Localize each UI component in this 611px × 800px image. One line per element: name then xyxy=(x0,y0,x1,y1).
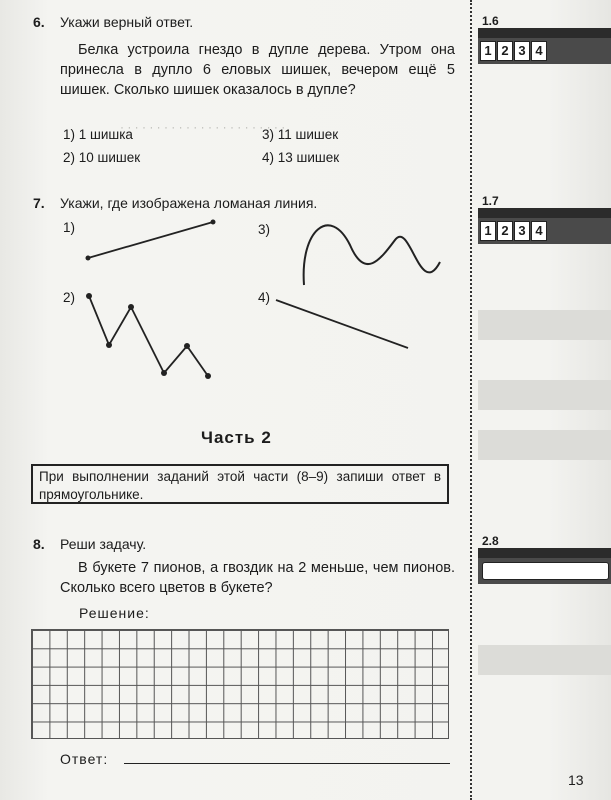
figure-2-polyline xyxy=(86,293,211,379)
task7-label-4: 4) xyxy=(258,290,271,305)
figure-3-curve xyxy=(304,225,440,285)
task7-label-1: 1) xyxy=(63,220,76,235)
task6-number: 6. xyxy=(33,14,45,30)
cut-line xyxy=(470,0,472,800)
solution-label: Решение: xyxy=(79,605,150,621)
task6-option-3: 3) 11 шишек xyxy=(262,127,339,142)
part2-notice: При выполнении заданий этой части (8–9) запиши ответ в прямоугольнике. xyxy=(31,464,449,504)
page-number: 13 xyxy=(568,772,584,788)
task8-number: 8. xyxy=(33,536,45,552)
answer-box-3[interactable]: 3 xyxy=(514,221,530,241)
answer-box-4[interactable]: 4 xyxy=(531,221,547,241)
answer-box-2[interactable]: 2 xyxy=(497,221,513,241)
answer-block-1-6 xyxy=(478,14,611,64)
part2-title: Часть 2 xyxy=(201,428,272,447)
ghost-panel xyxy=(478,645,611,675)
figure-4-line xyxy=(276,300,408,348)
code-label: 2.8 xyxy=(482,534,499,548)
ghost-panel xyxy=(478,380,611,410)
panel-bar xyxy=(478,548,611,558)
bleed-through: · · · · · · · · · · · · · · · · · · · · · · · xyxy=(120,120,286,134)
code-label: 1.6 xyxy=(482,14,499,28)
task7-label-3: 3) xyxy=(258,222,271,237)
task7-number: 7. xyxy=(33,195,45,211)
answer-box-1[interactable]: 1 xyxy=(480,41,496,61)
figure-1-segment xyxy=(86,220,216,261)
solution-grid[interactable] xyxy=(31,629,449,739)
task6-option-2: 2) 10 шишек xyxy=(63,150,141,165)
task6-text: Белка устроила гнездо в дупле дерева. Утром она принесла в дупло 6 еловых шишек, вечером ещё 5 шишек. Сколько шишек оказалось в дупле? xyxy=(60,42,455,98)
task8-text: В букете 7 пионов, а гвоздик на 2 меньше, чем пионов. Сколько всего цветов в букете? xyxy=(60,560,455,596)
answer-block-1-7 xyxy=(478,194,611,244)
panel-bar xyxy=(478,28,611,38)
answer-boxes xyxy=(478,38,611,64)
answer-block-2-8 xyxy=(478,534,611,584)
task7-question: Укажи, где изображена ломаная линия. xyxy=(60,195,318,211)
ghost-panel xyxy=(478,430,611,460)
answer-box-3[interactable]: 3 xyxy=(514,41,530,61)
task7-label-2: 2) xyxy=(63,290,76,305)
task8-question: Реши задачу. xyxy=(60,536,147,552)
task6-option-4: 4) 13 шишек xyxy=(262,150,340,165)
answer-field-row xyxy=(478,558,611,584)
code-label: 1.7 xyxy=(482,194,499,208)
answer-box-1[interactable]: 1 xyxy=(480,221,496,241)
task7-figures xyxy=(0,0,470,420)
task6-option-1: 1) 1 шишка xyxy=(63,127,133,142)
answer-boxes xyxy=(478,218,611,244)
ghost-panel xyxy=(478,310,611,340)
answer-field[interactable] xyxy=(482,562,609,580)
task6-question: Укажи верный ответ. xyxy=(60,14,194,30)
panel-bar xyxy=(478,208,611,218)
answer-box-2[interactable]: 2 xyxy=(497,41,513,61)
answer-box-4[interactable]: 4 xyxy=(531,41,547,61)
answer-label: Ответ: xyxy=(60,751,109,767)
answer-line[interactable] xyxy=(124,763,450,764)
